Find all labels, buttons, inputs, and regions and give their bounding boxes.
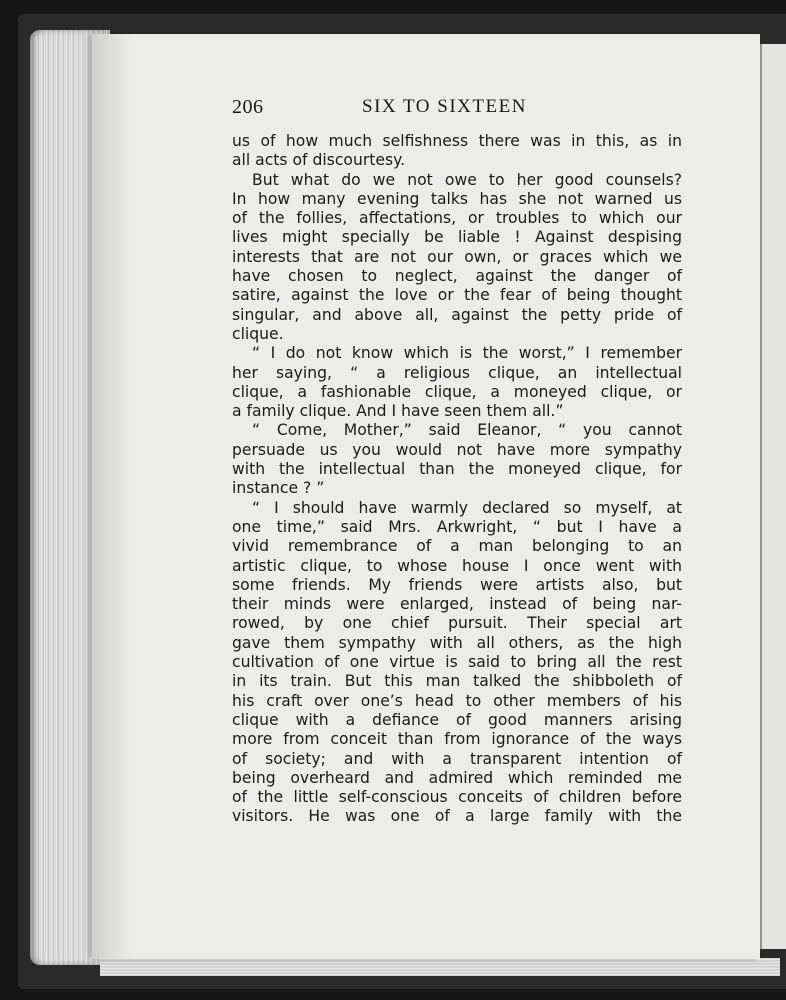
- text-line: a family clique. And I have seen them all.”: [232, 402, 564, 421]
- text-line: artistic clique, to whose house I once went with: [232, 556, 682, 575]
- text-line: of society; and with a transparent intention of: [232, 749, 682, 768]
- text-line: In how many evening talks has she not warned us: [232, 189, 682, 208]
- facing-page-edge: [760, 44, 786, 949]
- text-line: vivid remembrance of a man belonging to an: [232, 537, 682, 556]
- text-line: clique with a defiance of good manners arising: [232, 710, 682, 729]
- text-line: But what do we not owe to her good counsels?: [252, 170, 682, 189]
- text-line: in its train. But this man talked the shibboleth of: [232, 672, 682, 691]
- text-line: cultivation of one virtue is said to bring all the rest: [232, 653, 682, 672]
- text-line: gave them sympathy with all others, as the high: [232, 633, 682, 652]
- text-line: of the little self-conscious conceits of children before: [232, 788, 682, 807]
- text-line: of the follies, affectations, or troubles to which our: [232, 209, 682, 228]
- text-line: have chosen to neglect, against the danger of: [232, 267, 682, 286]
- text-line: clique, a fashionable clique, a moneyed clique, or: [232, 382, 682, 401]
- page-bottom-edge: [100, 958, 780, 976]
- page-header: [232, 96, 682, 124]
- text-line: lives might specially be liable ! Against despising: [232, 228, 682, 247]
- page-number: 206: [232, 96, 264, 118]
- text-line: with the intellectual than the moneyed clique, for: [232, 460, 682, 479]
- text-line: interests that are not our own, or graces which we: [232, 247, 682, 266]
- text-line: one time,” said Mrs. Arkwright, “ but I have a: [232, 517, 682, 536]
- running-title: SIX TO SIXTEEN: [362, 96, 527, 117]
- text-line: being overheard and admired which reminded me: [232, 768, 682, 787]
- text-line: singular, and above all, against the petty pride of: [232, 305, 682, 324]
- text-line: some friends. My friends were artists also, but: [232, 575, 682, 594]
- text-line: “ I do not know which is the worst,” I remember: [252, 344, 682, 363]
- text-line: instance ? ”: [232, 479, 325, 498]
- text-line: her saying, “ a religious clique, an intellectual: [232, 363, 682, 382]
- text-line: satire, against the love or the fear of being thought: [232, 286, 682, 305]
- text-line: “ Come, Mother,” said Eleanor, “ you cannot: [252, 421, 682, 440]
- text-line: clique.: [232, 324, 284, 343]
- text-line: “ I should have warmly declared so myself, at: [252, 498, 682, 517]
- text-line: visitors. He was one of a large family with the: [232, 807, 682, 826]
- text-line: his craft over one’s head to other members of his: [232, 691, 682, 710]
- text-line: us of how much selfishness there was in this, as in: [232, 132, 682, 150]
- body-text: [232, 132, 682, 827]
- text-line: more from conceit than from ignorance of the ways: [232, 730, 682, 749]
- text-line: all acts of discourtesy.: [232, 151, 406, 170]
- text-line: their minds were enlarged, instead of being nar-: [232, 595, 682, 614]
- text-line: persuade us you would not have more sympathy: [232, 440, 682, 459]
- text-line: rowed, by one chief pursuit. Their special art: [232, 614, 682, 633]
